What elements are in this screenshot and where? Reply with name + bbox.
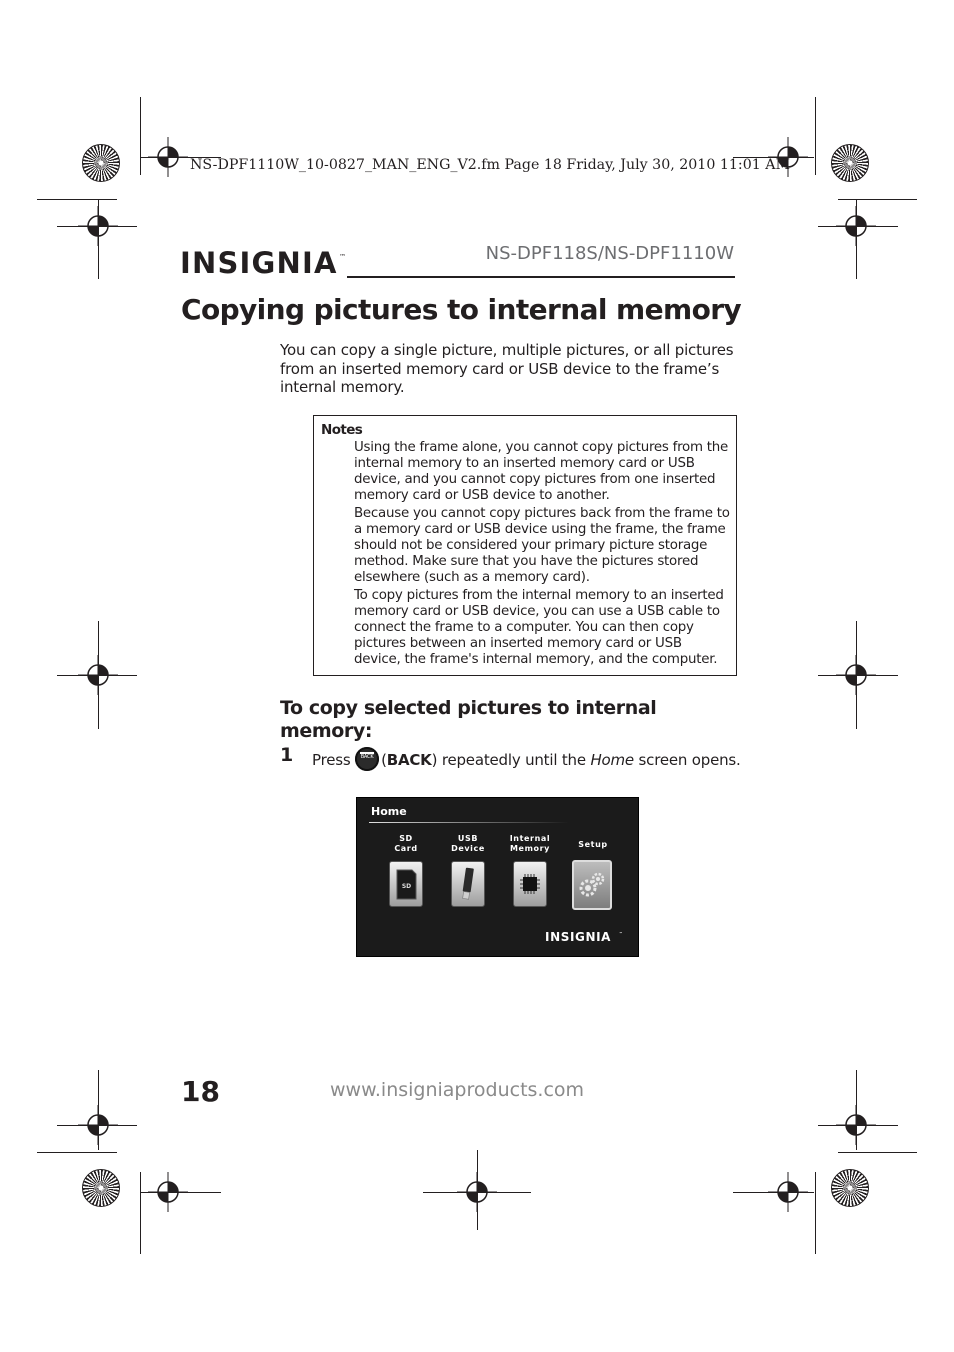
screen-title-rule bbox=[369, 822, 569, 823]
step-text bbox=[312, 747, 742, 771]
registration-mark-icon bbox=[148, 1172, 188, 1212]
gears-icon bbox=[574, 862, 610, 908]
page-title: Copying pictures to internal memory bbox=[181, 293, 742, 326]
star-target-icon bbox=[831, 144, 869, 182]
step-end: screen opens. bbox=[638, 751, 741, 769]
section-heading: To copy selected pictures to internal memory: bbox=[280, 697, 657, 742]
tile-label-line: USB bbox=[457, 834, 479, 843]
sd-card-icon bbox=[390, 862, 422, 906]
website-url: www.insigniaproducts.com bbox=[330, 1079, 585, 1101]
tile-label-internal-memory bbox=[500, 834, 560, 853]
page-number: 18 bbox=[181, 1075, 220, 1108]
step-press: Press bbox=[312, 751, 351, 769]
logo-wordmark: INSIGNIA bbox=[180, 246, 338, 280]
registration-mark-icon bbox=[78, 1105, 118, 1145]
tile-label-line: SD bbox=[399, 834, 413, 843]
screen-logo-wordmark: INSIGNIA bbox=[545, 930, 612, 944]
registration-mark-icon bbox=[836, 206, 876, 246]
star-target-icon bbox=[82, 144, 120, 182]
registration-mark-icon bbox=[78, 206, 118, 246]
tile-label-usb-device bbox=[438, 834, 498, 853]
tile-setup[interactable] bbox=[572, 860, 612, 910]
usb-device-icon bbox=[452, 862, 484, 906]
memory-chip-icon bbox=[514, 862, 546, 906]
registration-mark-icon bbox=[836, 655, 876, 695]
insignia-logo bbox=[180, 239, 348, 283]
notes-heading: Notes bbox=[321, 422, 363, 438]
step-screen-name: Home bbox=[590, 751, 634, 769]
note-item: Using the frame alone, you cannot copy pictures from the internal memory to an inserted memory card or USB device, and you cannot copy pictures from one inserted memory card or USB device to another. bbox=[354, 440, 729, 503]
step-button-name: BACK bbox=[386, 751, 432, 769]
registration-mark-icon bbox=[148, 137, 188, 177]
screen-title: Home bbox=[371, 805, 407, 818]
print-slug: NS-DPF1110W_10-0827_MAN_ENG_V2.fm Page 18 Friday, July 30, 2010 11:01 AM bbox=[190, 157, 791, 173]
screen-insignia-logo bbox=[545, 928, 625, 944]
back-button-icon-label: BACK bbox=[360, 754, 374, 761]
step-open-paren: ( bbox=[381, 751, 387, 769]
tile-usb-device[interactable] bbox=[451, 861, 485, 907]
star-target-icon bbox=[82, 1169, 120, 1207]
tile-internal-memory[interactable] bbox=[513, 861, 547, 907]
tile-label-line: Device bbox=[451, 843, 485, 853]
tile-label-setup bbox=[563, 840, 623, 850]
registration-mark-icon bbox=[836, 1105, 876, 1145]
tile-label-sd-card bbox=[376, 834, 436, 853]
step-middle: ) repeatedly until the bbox=[431, 751, 586, 769]
star-target-icon bbox=[831, 1169, 869, 1207]
note-item: Because you cannot copy pictures back from the frame to a memory card or USB device using the frame, the frame should not be considered your primary picture storage method. Make sure that you have the pictures stored elsewhere (such as a memory card). bbox=[354, 506, 730, 585]
note-item: To copy pictures from the internal memory to an inserted memory card or USB device, you can use a USB cable to connect the frame to a computer. You can then copy pictures between an inserted memory card or USB device, the frame's internal memory, and the computer. bbox=[354, 588, 724, 667]
logo-trademark: ™ bbox=[339, 253, 346, 261]
sd-card-icon-text: SD bbox=[401, 883, 412, 890]
tile-label-line: Card bbox=[394, 843, 418, 853]
registration-mark-icon bbox=[768, 1172, 808, 1212]
model-number: NS-DPF118S/NS-DPF1110W bbox=[485, 243, 734, 264]
tile-label-line: Setup bbox=[578, 840, 608, 849]
registration-mark-icon bbox=[78, 655, 118, 695]
back-button-icon bbox=[355, 747, 379, 771]
intro-paragraph: You can copy a single picture, multiple pictures, or all pictures from an inserted memory card or USB device to the frame’s internal memory. bbox=[280, 341, 734, 397]
header-rule bbox=[347, 276, 735, 278]
tile-sd-card[interactable] bbox=[389, 861, 423, 907]
tile-label-line: Memory bbox=[510, 843, 550, 853]
step-number: 1 bbox=[280, 744, 294, 766]
home-screen-illustration bbox=[356, 797, 639, 957]
tile-label-line: Internal bbox=[509, 834, 551, 843]
registration-mark-icon bbox=[457, 1172, 497, 1212]
screen-logo-trademark: ™ bbox=[619, 931, 623, 936]
